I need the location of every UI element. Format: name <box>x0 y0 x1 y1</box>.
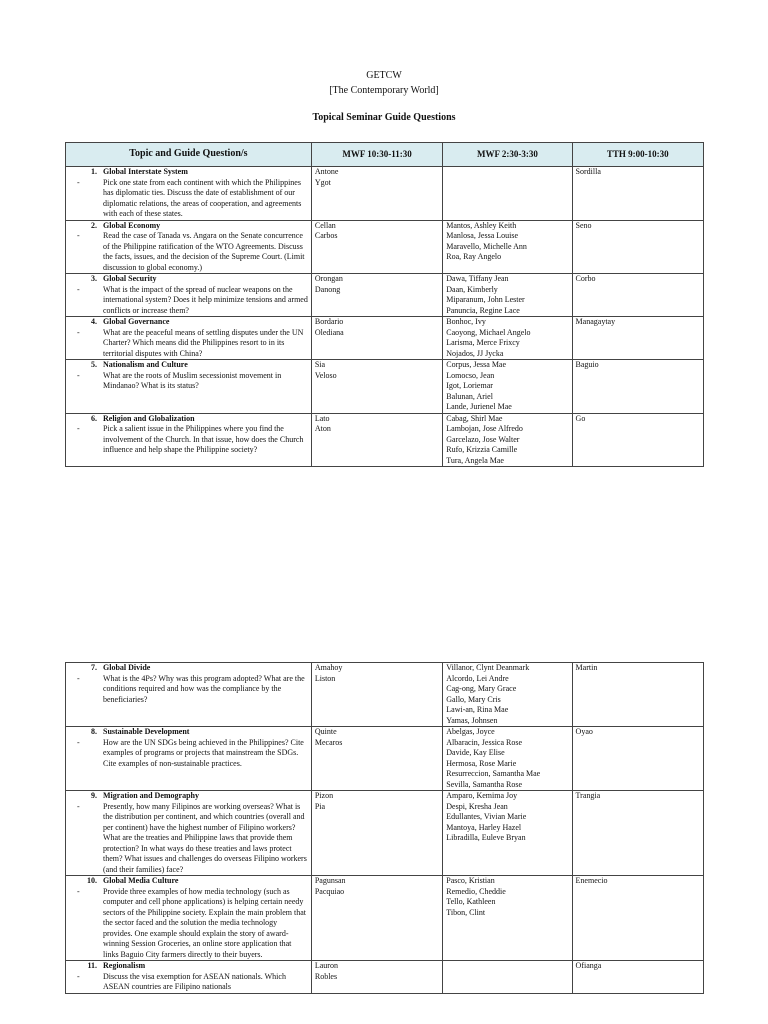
guide-question-text: Provide three examples of how media technology (such as computer and cell phone applications) is helping certain needy sectors of the Philippine society. Explain the main problem that the sector faced and the solution the media technology provides. One example should explain the story of award-winning Session Groceries, an online store application that links Baguio City farmers directly to their buyers. <box>103 886 306 959</box>
course-code: GETCW <box>366 70 402 81</box>
student-name: Garcelazo, Jose Walter <box>446 434 520 444</box>
bullet-dash: - <box>77 886 80 896</box>
student-name: Pia <box>314 801 326 811</box>
guide-question <box>69 231 308 273</box>
bullet-dash: - <box>77 177 80 187</box>
bullet-dash: - <box>77 327 80 337</box>
mwf-morning-cell <box>311 663 442 727</box>
student-name: Balunan, Ariel <box>446 391 493 401</box>
bullet-dash: - <box>77 370 80 380</box>
document-title: Topical Seminar Guide Questions <box>312 112 456 123</box>
student-name: Orongan <box>314 274 343 283</box>
topic-title: Global Security <box>103 274 157 283</box>
topic-heading <box>69 274 308 285</box>
table-row <box>66 413 704 467</box>
mwf-afternoon-cell <box>443 413 572 467</box>
topic-number: 3. <box>91 274 97 283</box>
table-row <box>66 791 704 876</box>
bullet-dash: - <box>77 801 80 811</box>
table-row <box>66 961 704 994</box>
student-name: Villanor, Clynt Deanmark <box>446 663 530 672</box>
bullet-dash: - <box>77 673 80 683</box>
mwf-morning-cell <box>311 791 442 876</box>
student-name: Cellan <box>314 220 336 230</box>
student-name: Olediana <box>314 327 344 337</box>
topic-cell <box>66 876 312 961</box>
guide-question-text: What is the impact of the spread of nuclear weapons on the international system? Does it help minimize tensions and armed conflicts or increase them? <box>103 284 308 315</box>
guide-question <box>69 887 308 961</box>
student-name: Danong <box>314 284 341 294</box>
topic-title: Global Divide <box>103 663 151 672</box>
topic-cell <box>66 791 312 876</box>
mwf-afternoon-cell <box>443 961 572 994</box>
student-name: Remedio, Cheddie <box>446 886 506 896</box>
table-row <box>66 274 704 317</box>
topic-heading <box>69 961 308 972</box>
student-name: Antone <box>314 167 339 176</box>
topic-number: 1. <box>91 167 97 176</box>
student-name: Mantoya, Harley Hazel <box>446 822 522 832</box>
mwf-morning-cell <box>311 413 442 467</box>
topic-cell <box>66 317 312 360</box>
student-name: Veloso <box>314 370 337 380</box>
student-name: Sordilla <box>575 167 601 176</box>
topic-number: 5. <box>91 360 97 369</box>
student-name: Resurreccion, Samantha Mae <box>446 769 541 778</box>
mwf-morning-cell <box>311 317 442 360</box>
guide-question <box>69 178 308 220</box>
student-name: Tello, Kathleen <box>446 897 496 906</box>
topic-number: 11. <box>87 961 97 970</box>
mwf-afternoon-cell <box>443 317 572 360</box>
table-row <box>66 317 704 360</box>
student-name: Sia <box>314 360 326 369</box>
table-row <box>66 663 704 727</box>
topic-cell <box>66 961 312 994</box>
student-name: Robles <box>314 971 338 981</box>
student-name: Sevilla, Samantha Rose <box>446 779 523 789</box>
seminar-table-part-1 <box>65 142 704 467</box>
student-name: Libradilla, Euleve Bryan <box>446 833 526 842</box>
student-name: Albaracin, Jessica Rose <box>446 737 523 747</box>
student-name: Oyao <box>575 727 593 736</box>
guide-question-text: How are the UN SDGs being achieved in the Philippines? Cite examples of programs or projects that mainstream the SDGs. Cite examples of non-sustainable practices. <box>103 737 304 768</box>
student-name: Lomocso, Jean <box>446 370 495 380</box>
table-row <box>66 876 704 961</box>
topic-heading <box>69 727 308 738</box>
topic-cell <box>66 274 312 317</box>
student-name: Trangia <box>575 791 601 800</box>
mwf-afternoon-cell <box>443 220 572 274</box>
topic-heading <box>69 167 308 178</box>
student-name: Go <box>575 413 586 423</box>
topic-title: Global Media Culture <box>103 876 179 885</box>
topic-heading <box>69 414 308 425</box>
guide-question <box>69 371 308 392</box>
tth-cell <box>572 317 703 360</box>
student-name: Carbos <box>314 231 338 240</box>
mwf-afternoon-cell <box>443 360 572 414</box>
student-name: Edullantes, Vivian Marie <box>446 812 527 821</box>
topic-title: Nationalism and Culture <box>103 360 188 369</box>
topic-cell <box>66 360 312 414</box>
mwf-morning-cell <box>311 727 442 791</box>
tth-cell <box>572 220 703 274</box>
topic-cell <box>66 167 312 221</box>
mwf-morning-cell <box>311 876 442 961</box>
student-name: Pizon <box>314 791 334 800</box>
student-name: Amahoy <box>314 663 343 672</box>
table-row <box>66 360 704 414</box>
topic-cell <box>66 413 312 467</box>
bullet-dash: - <box>77 971 80 981</box>
topic-number: 7. <box>91 663 97 672</box>
course-subtitle: [The Contemporary World] <box>329 85 439 96</box>
student-name: Bonhoc, Ivy <box>446 317 486 326</box>
topic-title: Regionalism <box>103 961 146 970</box>
student-name: Lauron <box>314 961 338 970</box>
mwf-morning-cell <box>311 360 442 414</box>
mwf-morning-cell <box>311 167 442 221</box>
topic-heading <box>69 360 308 371</box>
student-name: Abelgas, Joyce <box>446 727 495 736</box>
table-row <box>66 167 704 221</box>
student-name: Corpus, Jessa Mae <box>446 360 507 369</box>
student-name: Nojados, JJ Jycka <box>446 348 504 358</box>
student-name: Martin <box>575 663 598 672</box>
student-name: Ygot <box>314 177 331 187</box>
student-name: Despi, Kresha Jean <box>446 801 508 811</box>
student-name: Enemecio <box>575 876 608 885</box>
student-name: Mantos, Ashley Keith <box>446 220 517 230</box>
topic-number: 9. <box>91 791 97 800</box>
mwf-morning-cell <box>311 220 442 274</box>
topic-number: 6. <box>91 413 97 423</box>
guide-question-text: Presently, how many Filipinos are working overseas? What is the distribution per continent, and which countries (overall and per continent) have the highest number of Filipino workers? What are the treaties and Philippine laws that provide them protection? In what ways do these treaties and laws protect them? What issues and challenges do overseas Filipino workers (and their families) face? <box>103 801 307 874</box>
student-name: Lawi-an, Rina Mae <box>446 705 509 714</box>
guide-question <box>69 674 308 706</box>
guide-question-text: Discuss the visa exemption for ASEAN nationals. Which ASEAN countries are Filipino nationals <box>103 971 286 991</box>
student-name: Cabag, Shirl Mae <box>446 413 503 423</box>
student-name: Tura, Angela Mae <box>446 455 504 465</box>
student-name: Gallo, Mary Cris <box>446 694 501 704</box>
student-name: Lato <box>314 413 330 423</box>
student-name: Quinte <box>314 727 337 736</box>
guide-question-text: Pick a salient issue in the Philippines where you find the involvement of the Church. In that issue, how does the Church influence and help shape the Philippine society? <box>103 424 304 454</box>
student-name: Lambojan, Jose Alfredo <box>446 424 523 433</box>
topic-title: Migration and Demography <box>103 791 199 800</box>
topic-heading <box>69 791 308 802</box>
tth-cell <box>572 961 703 994</box>
student-name: Alcordo, Lei Andre <box>446 673 509 683</box>
student-name: Ofianga <box>575 961 602 970</box>
topic-cell <box>66 663 312 727</box>
tth-cell <box>572 274 703 317</box>
bullet-dash: - <box>77 737 80 747</box>
student-name: Pagunsan <box>314 876 346 885</box>
tth-cell <box>572 791 703 876</box>
table-row <box>66 220 704 274</box>
student-name: Daan, Kimberly <box>446 284 498 294</box>
guide-question <box>69 285 308 317</box>
guide-question <box>69 424 308 456</box>
guide-question <box>69 738 308 770</box>
student-name: Manlosa, Jessa Louise <box>446 231 519 240</box>
topic-heading <box>69 876 308 887</box>
student-name: Larisma, Merce Frixcy <box>446 338 520 347</box>
topic-number: 4. <box>91 317 97 326</box>
bullet-dash: - <box>77 231 80 240</box>
student-name: Cag-ong, Mary Grace <box>446 684 517 693</box>
student-name: Liston <box>314 673 336 683</box>
student-name: Aton <box>314 424 331 433</box>
mwf-afternoon-cell <box>443 663 572 727</box>
mwf-afternoon-cell <box>443 791 572 876</box>
tth-cell <box>572 727 703 791</box>
student-name: Seno <box>575 220 592 230</box>
student-name: Miparanum, John Lester <box>446 295 525 304</box>
student-name: Hermosa, Rose Marie <box>446 758 517 768</box>
mwf-morning-cell <box>311 961 442 994</box>
guide-question-text: What are the roots of Muslim secessionist movement in Mindanao? What is its status? <box>103 370 282 390</box>
topic-heading <box>69 221 308 232</box>
topic-number: 8. <box>91 727 97 736</box>
student-name: Mecaros <box>314 737 343 747</box>
topic-cell <box>66 727 312 791</box>
guide-question <box>69 328 308 360</box>
student-name: Bordario <box>314 317 344 326</box>
topic-title: Global Governance <box>103 317 170 326</box>
tth-cell <box>572 663 703 727</box>
topic-title: Global Interstate System <box>103 167 188 176</box>
student-name: Maravello, Michelle Ann <box>446 241 527 251</box>
table-row <box>66 727 704 791</box>
bullet-dash: - <box>77 284 80 294</box>
tth-cell <box>572 167 703 221</box>
student-name: Baguio <box>575 360 599 369</box>
tth-cell <box>572 876 703 961</box>
student-name: Rufo, Krizzia Camille <box>446 445 518 454</box>
column-header-mwf-afternoon: MWF 2:30-3:30 <box>443 143 572 167</box>
topic-cell <box>66 220 312 274</box>
guide-question <box>69 972 308 993</box>
topic-title: Sustainable Development <box>103 727 190 736</box>
table-header-row <box>66 143 704 167</box>
guide-question-text: Pick one state from each continent with which the Philippines has diplomatic ties. Discuss the date of establishment of our diplomatic relations, the areas of cooperation, and agreements with each of these states. <box>103 177 302 218</box>
topic-number: 10. <box>87 876 97 885</box>
student-name: Managaytay <box>575 317 616 326</box>
student-name: Amparo, Kemima Joy <box>446 791 518 800</box>
guide-question-text: What is the 4Ps? Why was this program adopted? What are the conditions required and how was the compliance by the beneficiaries? <box>103 673 305 704</box>
guide-question-text: What are the peaceful means of settling disputes under the UN Charter? Which means did the Philippines resort to in its territorial disputes with China? <box>103 327 304 358</box>
topic-number: 2. <box>91 220 97 230</box>
mwf-morning-cell <box>311 274 442 317</box>
seminar-table-part-2 <box>65 662 704 994</box>
mwf-afternoon-cell <box>443 727 572 791</box>
mwf-afternoon-cell <box>443 274 572 317</box>
bullet-dash: - <box>77 424 80 433</box>
student-name: Davide, Kay Elise <box>446 748 505 757</box>
student-name: Pacquiao <box>314 886 345 896</box>
student-name: Corbo <box>575 274 596 283</box>
column-header-topic: Topic and Guide Question/s <box>66 143 312 167</box>
topic-heading <box>69 317 308 328</box>
topic-title: Global Economy <box>103 220 161 230</box>
mwf-afternoon-cell <box>443 876 572 961</box>
tth-cell <box>572 413 703 467</box>
guide-question <box>69 802 308 876</box>
mwf-afternoon-cell <box>443 167 572 221</box>
topic-heading <box>69 663 308 674</box>
student-name: Lande, Jurienel Mae <box>446 402 512 411</box>
student-name: Caoyong, Michael Angelo <box>446 327 531 337</box>
student-name: Igot, Loriemar <box>446 381 493 390</box>
student-name: Yamas, Johnsen <box>446 715 498 725</box>
student-name: Tibon, Clint <box>446 907 486 917</box>
topic-title: Religion and Globalization <box>103 413 195 423</box>
tth-cell <box>572 360 703 414</box>
column-header-mwf-morning: MWF 10:30-11:30 <box>311 143 442 167</box>
student-name: Roa, Ray Angelo <box>446 252 502 261</box>
column-header-tth: TTH 9:00-10:30 <box>572 143 703 167</box>
guide-question-text: Read the case of Tanada vs. Angara on the Senate concurrence of the Philippine ratification of the WTO Agreements. Discuss the facts, issues, and the decision of the Supreme Court. (Limit discussion to global economy.) <box>103 231 305 272</box>
student-name: Pasco, Kristian <box>446 876 495 885</box>
student-name: Dawa, Tiffany Jean <box>446 274 509 283</box>
student-name: Panuncia, Regine Lace <box>446 305 520 315</box>
